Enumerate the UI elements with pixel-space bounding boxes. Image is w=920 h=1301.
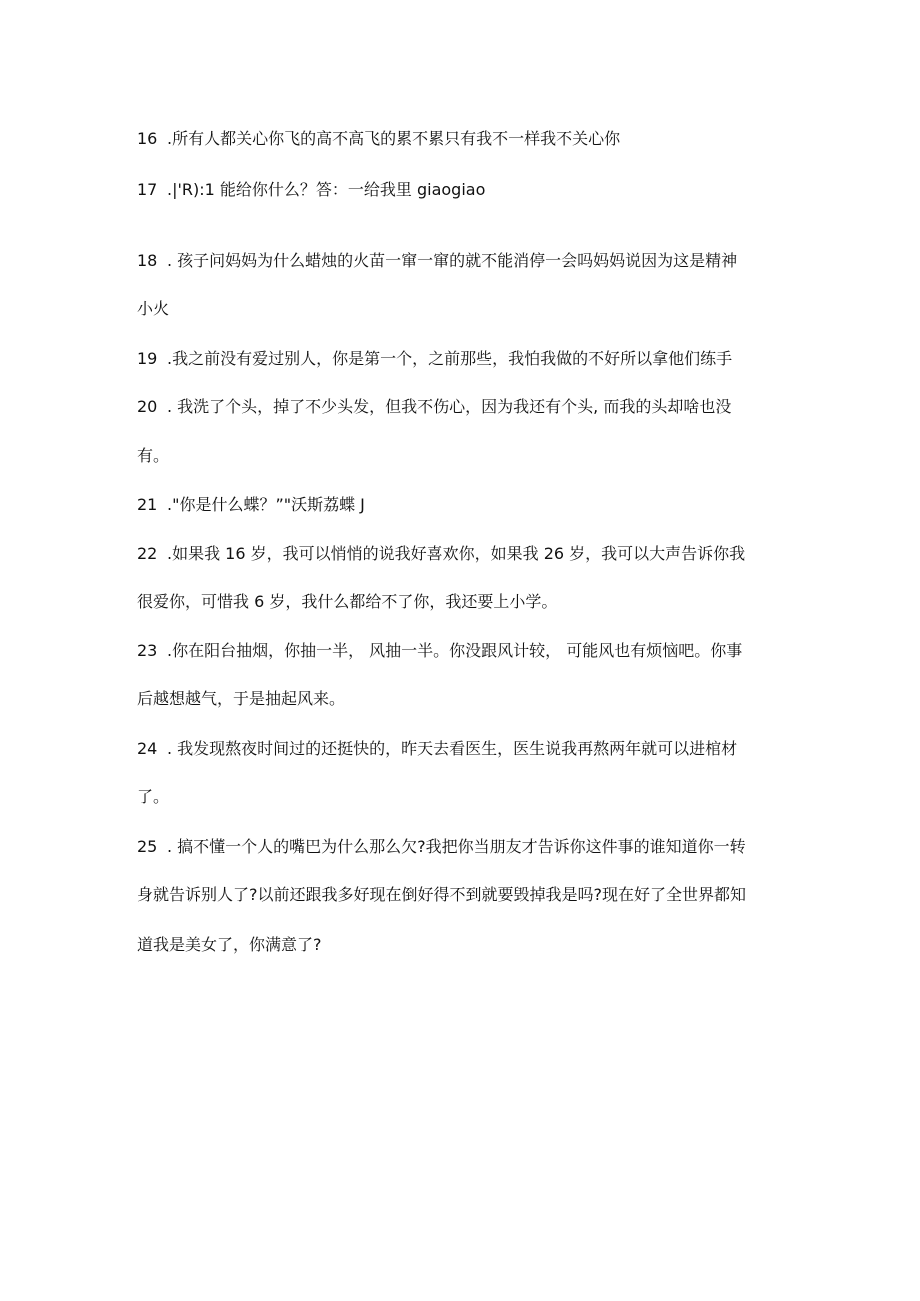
item-24 [137, 738, 797, 760]
item-18-continued [137, 298, 797, 320]
item-number: 16 [137, 129, 158, 148]
item-20-continued [137, 445, 797, 467]
item-text: .我之前没有爱过别人，你是第一个，之前那些，我怕我做的不好所以拿他们练手 [167, 349, 733, 368]
item-text-continued: 了。 [137, 787, 170, 806]
item-text: .你在阳台抽烟，你抽一半， 风抽一半。你没跟风计较， 可能风也有烦恼吧。你事 [167, 641, 743, 660]
item-19 [137, 348, 797, 370]
item-23 [137, 640, 797, 662]
item-number: 22 [137, 544, 158, 563]
item-24-continued [137, 786, 797, 808]
item-number: 17 [137, 180, 158, 199]
item-text: . 搞不懂一个人的嘴巴为什么那么欠?我把你当朋友才告诉你这件事的谁知道你一转 [167, 837, 746, 856]
item-25-continued-2 [137, 934, 797, 956]
item-text: .所有人都关心你飞的高不高飞的累不累只有我不一样我不关心你 [167, 129, 621, 148]
item-number: 21 [137, 495, 158, 514]
item-text-continued: 身就告诉别人了?以前还跟我多好现在倒好得不到就要毁掉我是吗?现在好了全世界都知 [137, 885, 746, 904]
item-25-continued-1 [137, 884, 797, 906]
item-text-continued: 道我是美女了，你满意了? [137, 935, 322, 954]
item-text-continued: 有。 [137, 446, 170, 465]
item-text-continued: 很爱你，可惜我 6 岁，我什么都给不了你，我还要上小学。 [137, 592, 558, 611]
item-25 [137, 836, 797, 858]
item-23-continued [137, 688, 797, 710]
item-16 [137, 128, 797, 150]
item-22-continued [137, 591, 797, 613]
item-text: .|'R):1 能给你什么？答：一给我里 giaogiao [167, 180, 486, 199]
item-20 [137, 396, 797, 418]
item-number: 25 [137, 837, 158, 856]
item-text-continued: 后越想越气，于是抽起风来。 [137, 689, 346, 708]
item-number: 23 [137, 641, 158, 660]
item-text: .如果我 16 岁，我可以悄悄的说我好喜欢你，如果我 26 岁，我可以大声告诉你我 [167, 544, 746, 563]
item-text: . 孩子问妈妈为什么蜡烛的火苗一窜一窜的就不能消停一会吗妈妈说因为这是精神 [167, 251, 738, 270]
item-18 [137, 250, 797, 272]
item-22 [137, 543, 797, 565]
item-number: 24 [137, 739, 158, 758]
item-text: . 我发现熬夜时间过的还挺快的，昨天去看医生，医生说我再熬两年就可以进棺材 [167, 739, 738, 758]
item-text-continued: 小火 [137, 299, 170, 318]
item-21 [137, 494, 797, 516]
item-17 [137, 179, 797, 201]
item-number: 19 [137, 349, 158, 368]
item-number: 18 [137, 251, 158, 270]
item-number: 20 [137, 397, 158, 416]
item-text: ."你是什么蝶？”"沃斯荔蝶 J [167, 495, 365, 514]
item-text: . 我洗了个头，掉了不少头发，但我不伤心，因为我还有个头, 而我的头却啥也没 [167, 397, 732, 416]
